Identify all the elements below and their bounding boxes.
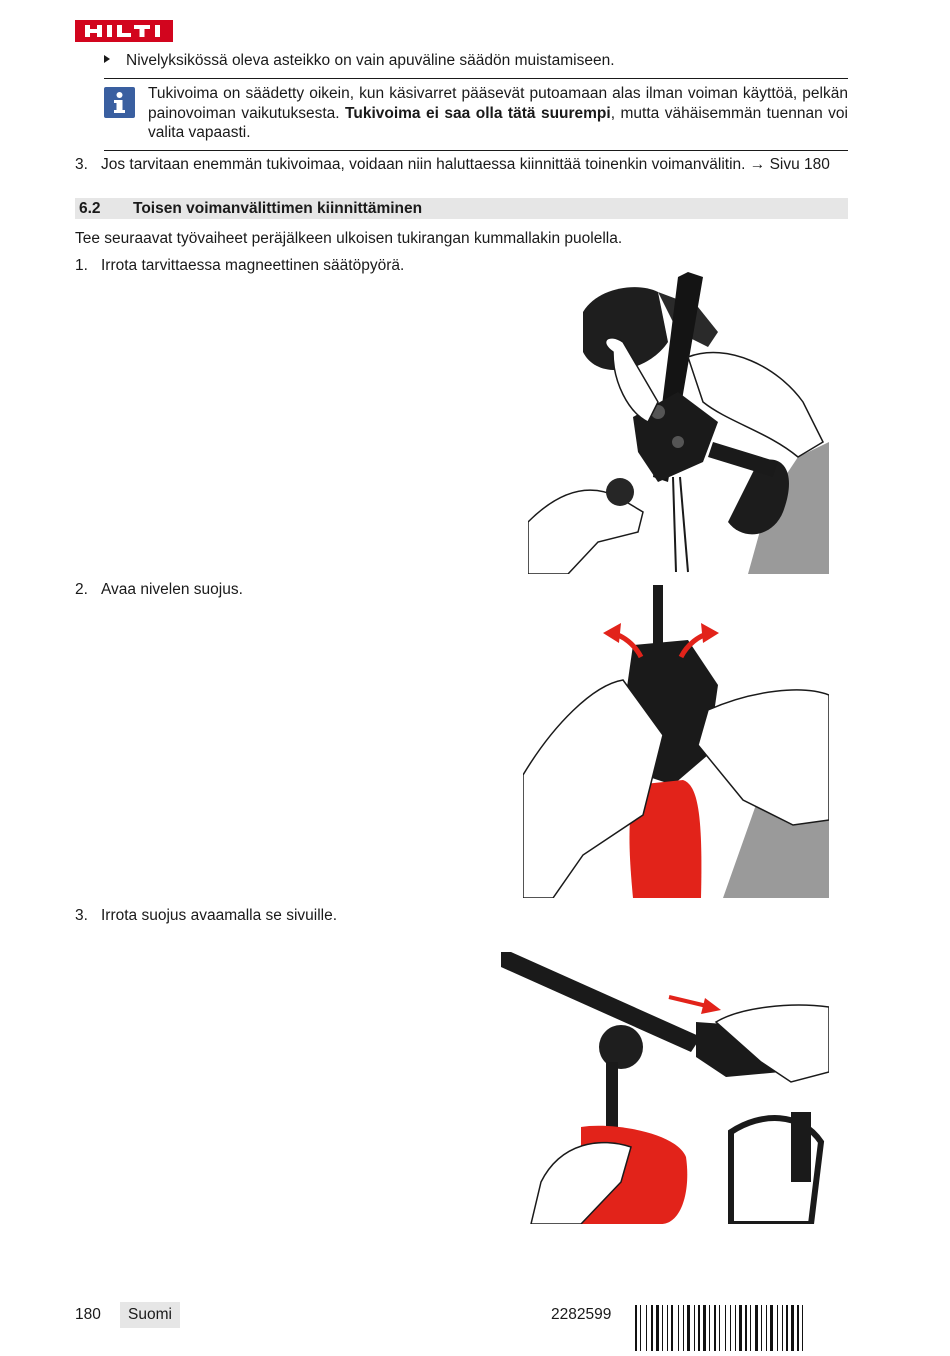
divider-top — [104, 78, 848, 79]
section-number: 6.2 — [79, 200, 101, 217]
language-label: Suomi — [120, 1302, 180, 1328]
figure-remove-adjustment-wheel — [528, 272, 829, 574]
section-title: Toisen voimanvälittimen kiinnittäminen — [133, 200, 423, 217]
prev-step-text: Jos tarvitaan enemmän tukivoimaa, voidaan niin haluttaessa kiinnittää toinenkin voimanvälitin. → Sivu 180 — [101, 156, 830, 173]
figure-remove-cover — [501, 952, 829, 1224]
figure-open-joint-cover — [523, 585, 829, 898]
section-intro: Tee seuraavat työvaiheet peräjälkeen ulkoisen tukirangan kummallakin puolella. — [75, 230, 623, 247]
info-icon — [104, 87, 135, 118]
page-number: 180 — [75, 1306, 101, 1323]
document-code: 2282599 — [551, 1306, 612, 1323]
divider-bottom — [104, 150, 848, 151]
hilti-logo — [75, 20, 173, 42]
barcode-icon — [635, 1305, 848, 1351]
bullet-triangle-icon — [104, 55, 110, 63]
info-text: Tukivoima on säädetty oikein, kun käsivarret pääsevät putoamaan alas ilman voiman käyttöä, pelkän painovoiman vaikutuksesta. Tukivoima ei saa olla tätä suurempi, mutta vähäisemmän tuennan voi valita vapaasti. — [148, 85, 848, 141]
bullet-note: Nivelyksikössä oleva asteikko on vain apuväline säädön muistamiseen. — [104, 52, 615, 70]
